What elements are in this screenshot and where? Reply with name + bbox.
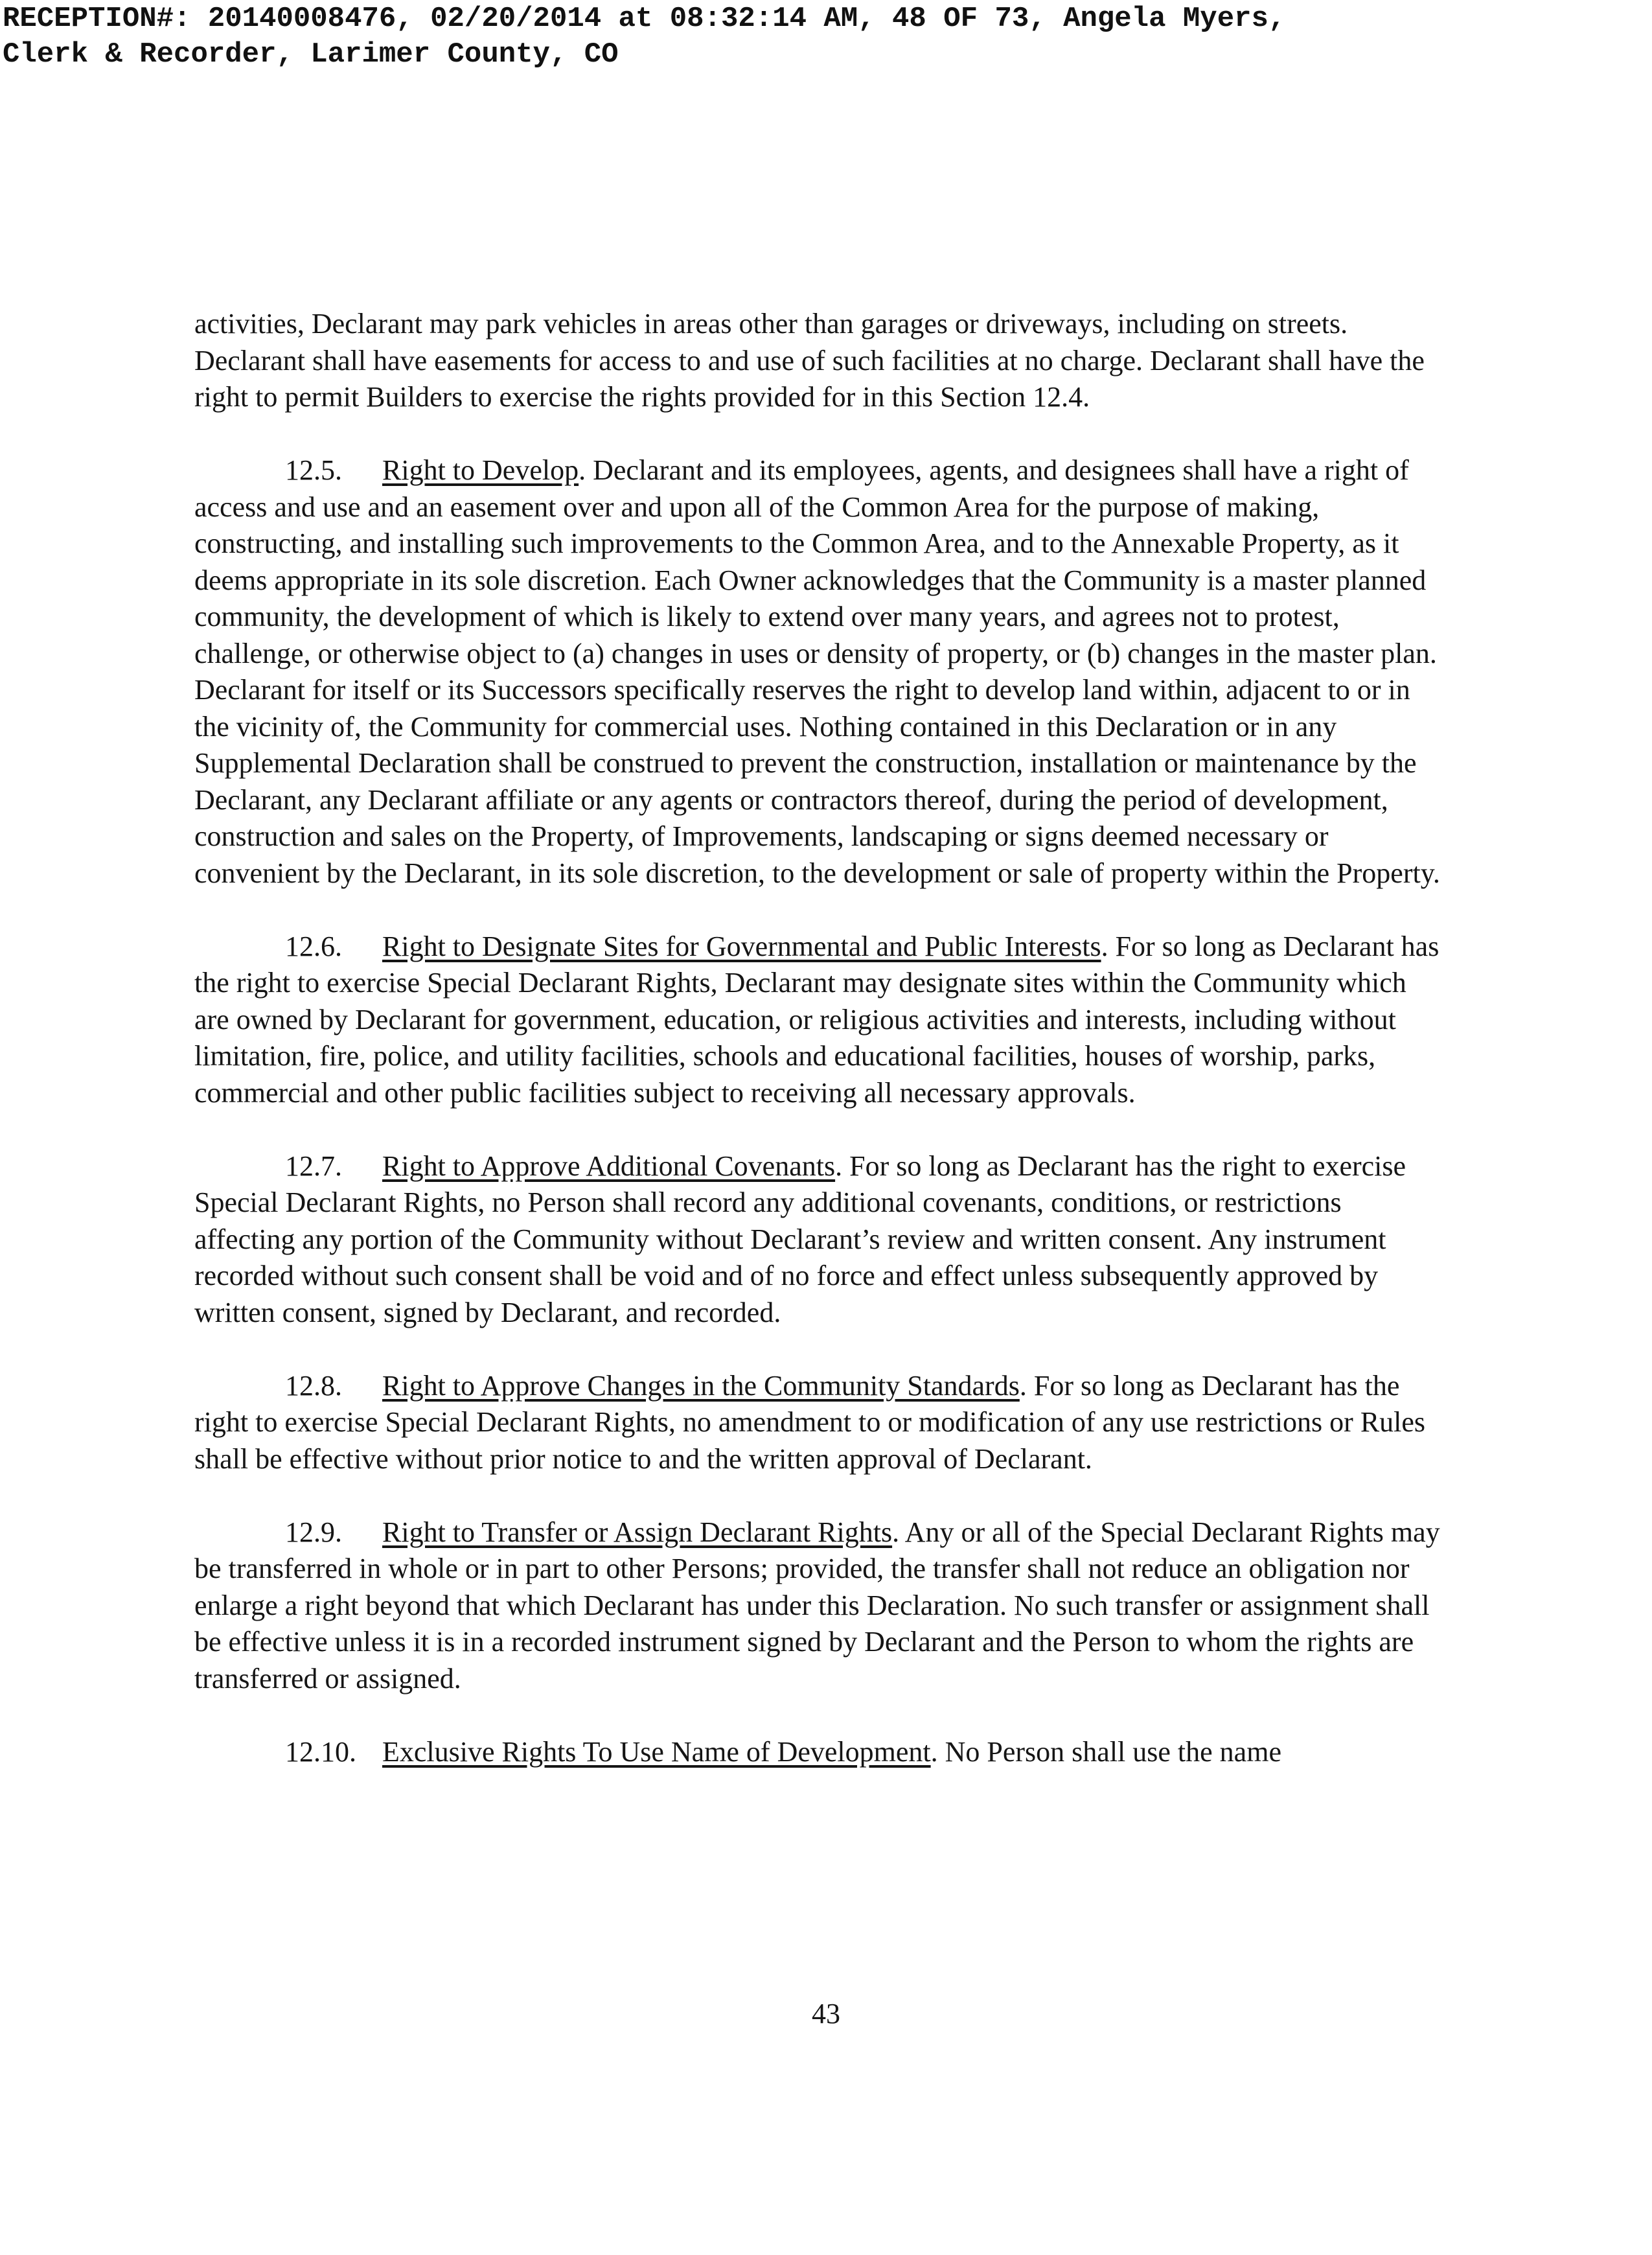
section-number: 12.5. [285, 454, 342, 486]
section-12-9 [194, 1514, 1448, 1698]
section-title: Right to Approve Additional Covenants [382, 1150, 836, 1182]
continuation-paragraph: activities, Declarant may park vehicles in areas other than garages or driveways, including on streets. Declarant shall have easements for access to and use of such facilities at no charge. Declarant shall have the right to permit Builders to exercise the rights provided for in this Section 12.4. [194, 308, 1425, 413]
section-12-6 [194, 929, 1448, 1112]
reception-stamp-line-1: RECEPTION#: 20140008476, 02/20/2014 at 08:32:14 AM, 48 OF 73, Angela Myers, [3, 3, 1286, 35]
section-title: Right to Designate Sites for Governmental and Public Interests [382, 930, 1101, 962]
section-number: 12.9. [285, 1516, 342, 1548]
section-title: Right to Transfer or Assign Declarant Rights [382, 1516, 893, 1548]
section-title: Right to Develop [382, 454, 579, 486]
section-number: 12.6. [285, 930, 342, 962]
reception-stamp [3, 1, 1285, 73]
section-number: 12.7. [285, 1150, 342, 1182]
section-text: . For so long as Declarant has the right to exercise Special Declarant Rights, no Person shall record any additional covenants, conditions, or restrictions affecting any portion of the Community without Declarant’s review and written consent. Any instrument recorded without such consent shall be void and of no force and effect unless subsequently approved by written consent, signed by Declarant, and recorded. [194, 1150, 1406, 1328]
section-number: 12.8. [285, 1369, 342, 1402]
section-text: . Any or all of the Special Declarant Rights may be transferred in whole or in part to other Persons; provided, the transfer shall not reduce an obligation nor enlarge a right beyond that which Declarant has under this Declaration. No such transfer or assignment shall be effective unless it is in a recorded instrument signed by Declarant and the Person to whom the rights are transferred or assigned. [194, 1516, 1440, 1694]
section-12-10 [194, 1734, 1448, 1771]
section-text: . For so long as Declarant has the right to exercise Special Declarant Rights, no amendment to or modification of any use restrictions or Rules shall be effective without prior notice to and the written approval of Declarant. [194, 1369, 1426, 1475]
section-title: Right to Approve Changes in the Community Standards [382, 1369, 1020, 1402]
section-text: . For so long as Declarant has the right to exercise Special Declarant Rights, Declarant may designate sites within the Community which are owned by Declarant for government, education, or religious activities and interests, including without limitation, fire, police, and utility facilities, schools and educational facilities, houses of worship, parks, commercial and other public facilities subject to receiving all necessary approvals. [194, 930, 1440, 1109]
page-number: 43 [812, 1998, 840, 2030]
section-12-5 [194, 452, 1448, 892]
reception-stamp-line-2: Clerk & Recorder, Larimer County, CO [3, 38, 619, 71]
section-12-8 [194, 1368, 1448, 1478]
section-text: . Declarant and its employees, agents, and designees shall have a right of access and use and an easement over and upon all of the Common Area for the purpose of making, constructing, and installing such improvements to the Common Area, and to the Annexable Property, as it deems appropriate in its sole discretion. Each Owner acknowledges that the Community is a master planned community, the development of which is likely to extend over many years, and agrees not to protest, challenge, or otherwise object to (a) changes in uses or density of property, or (b) changes in the master plan. Declarant for itself or its Successors specifically reserves the right to develop land within, adjacent to or in the vicinity of, the Community for commercial uses. Nothing contained in this Declaration or in any Supplemental Declaration shall be construed to prevent the construction, installation or maintenance by the Declarant, any Declarant affiliate or any agents or contractors thereof, during the period of development, construction and sales on the Property, of Improvements, landscaping or signs deemed necessary or convenient by the Declarant, in its sole discretion, to the development or sale of property within the Property. [194, 454, 1440, 889]
section-12-7 [194, 1148, 1448, 1332]
document-body [194, 306, 1448, 1807]
section-title: Exclusive Rights To Use Name of Development [382, 1735, 931, 1768]
section-text: . No Person shall use the name [930, 1735, 1281, 1768]
section-number: 12.10. [285, 1735, 356, 1768]
